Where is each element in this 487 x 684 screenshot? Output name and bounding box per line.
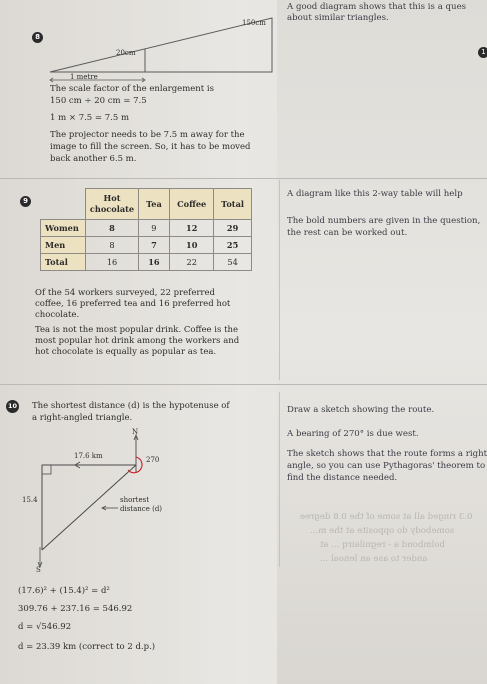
cell-men-hot-chocolate: 8 (86, 237, 138, 254)
q8-line-2: 150 cm ÷ 20 cm = 7.5 (50, 96, 147, 106)
q8-line-5: image to fill the screen. So, it has to be moved (50, 142, 251, 152)
q10-note-3-line-3: find the distance needed. (287, 473, 398, 483)
margin-divider-1 (279, 180, 280, 380)
label-270: 270 (146, 456, 160, 464)
side-tab: 1 (478, 47, 487, 58)
row-label-total: Total (41, 254, 86, 271)
route-diagram (20, 425, 190, 575)
bleed-through-line-3: bolmbond a - regnilairq ... at (320, 540, 445, 550)
cell-women-total: 29 (214, 220, 252, 237)
calc-line-4: d = 23.39 km (correct to 2 d.p.) (18, 642, 156, 652)
large-triangle (50, 18, 272, 72)
cell-women-coffee: 12 (170, 220, 214, 237)
q10-note-1: Draw a sketch showing the route. (287, 405, 435, 415)
cell-total-tea: 16 (138, 254, 170, 271)
bleed-through-line-1: 0.3 ringed all at some of the 0.8 degree (300, 512, 473, 522)
margin-column (277, 0, 487, 684)
divider-2 (0, 384, 487, 385)
cell-women-hot-chocolate: 8 (86, 220, 138, 237)
header-tea: Tea (138, 189, 170, 220)
header-coffee: Coffee (170, 189, 214, 220)
bleed-through-line-4: ander to ase an lenoal ... (320, 554, 428, 564)
q10-note-2: A bearing of 270° is due west. (287, 429, 419, 439)
two-way-table (40, 188, 252, 271)
q9-line-6: hot chocolate is equally as popular as tea. (35, 347, 217, 357)
top-note-line-2: about similar triangles. (287, 13, 389, 23)
right-angle-mark (42, 465, 51, 474)
q8-line-6: back another 6.5 m. (50, 154, 137, 164)
q9-line-1: Of the 54 workers surveyed, 22 preferred (35, 288, 215, 298)
header-hot-chocolate: Hot chocolate (86, 189, 138, 220)
q8-line-3: 1 m × 7.5 = 7.5 m (50, 113, 130, 123)
cell-total-total: 54 (214, 254, 252, 271)
question-9-number: 9 (20, 196, 31, 207)
label-20cm: 20cm (116, 49, 136, 57)
margin-divider-2 (279, 392, 280, 567)
q10-note-3-line-1: The sketch shows that the route forms a right (287, 449, 487, 459)
calc-line-2: 309.76 + 237.16 = 546.92 (18, 604, 133, 614)
q9-note-2-line-1: The bold numbers are given in the question, (287, 216, 481, 226)
label-150cm: 150cm (242, 19, 266, 27)
label-distance-d: distance (d) (120, 505, 163, 513)
cell-men-coffee: 10 (170, 237, 214, 254)
cell-total-coffee: 22 (170, 254, 214, 271)
q10-intro-line-1: The shortest distance (d) is the hypotenuse of (32, 401, 230, 411)
cell-men-tea: 7 (138, 237, 170, 254)
question-10-number: 10 (6, 400, 19, 413)
cell-women-tea: 9 (138, 220, 170, 237)
bleed-through-line-2: somebody do opposite at the m... (310, 526, 455, 536)
label-north: N (132, 428, 139, 436)
top-note-line-1: A good diagram shows that this is a ques (287, 2, 467, 12)
row-label-women: Women (41, 220, 86, 237)
cell-total-hot-chocolate: 16 (86, 254, 138, 271)
q9-note-2-line-2: the rest can be worked out. (287, 228, 408, 238)
label-south: S (36, 566, 41, 574)
label-17-6-km: 17.6 km (74, 452, 103, 460)
calc-line-1: (17.6)² + (15.4)² = d² (18, 586, 110, 596)
q9-line-5: most popular hot drink among the workers and (35, 336, 240, 346)
header-total: Total (214, 189, 252, 220)
q8-line-4: The projector needs to be 7.5 m away for the (50, 130, 245, 140)
label-1-metre: 1 metre (70, 73, 98, 81)
calc-line-3: d = √546.92 (18, 622, 72, 632)
q8-line-1: The scale factor of the enlargement is (50, 84, 214, 94)
q10-note-3-line-2: angle, so you can use Pythagoras' theorem to (287, 461, 486, 471)
label-15-4: 15.4 (22, 496, 38, 504)
q9-line-4: Tea is not the most popular drink. Coffee is the (35, 325, 238, 335)
q10-intro-line-2: a right-angled triangle. (32, 413, 133, 423)
label-shortest: shortest (120, 496, 150, 504)
q9-line-2: coffee, 16 preferred tea and 16 preferred hot (35, 299, 231, 309)
q9-line-3: chocolate. (35, 310, 80, 320)
divider-1 (0, 178, 487, 179)
row-label-men: Men (41, 237, 86, 254)
cell-men-total: 25 (214, 237, 252, 254)
question-8-number: 8 (32, 32, 43, 43)
q9-note-1: A diagram like this 2-way table will help (287, 189, 463, 199)
